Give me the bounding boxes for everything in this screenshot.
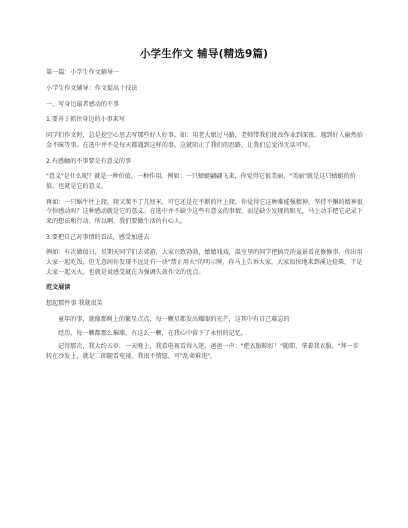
paragraph: "意义"是什么呢？就是一种价值，一种作用。例如：一只蜻蜓翩翩飞来，你觉得它很美丽，"美丽"就是这只蜻蜓的价值，也就是它的意义。: [46, 173, 356, 190]
paragraph: 再如：一只蜗牛往上爬，爬又爬不了几厘米，可它还是在不断的往上爬，你觉得它这种难能强精神。坚持不懈的精神很令你感动吗？这种感动就是它的意义。在选中并不缺少这些有意义的事情，而是缺少发现的眼光，马上动手把它记录下来的想法和行动。所以啊，我们要做生活的有心人。: [46, 198, 363, 225]
paragraph: 2.有感触的不事要是有意义的事: [46, 157, 132, 165]
paragraph: 小学生作文辅导：作文提高十技法: [46, 84, 138, 92]
paragraph: 一、写身边最者感动的不事: [46, 100, 120, 108]
paragraph: 童年的事，就像那树上的繁星点点，每一颗星都发出耀眼的光芒，这其中有自己难忘的: [58, 315, 290, 323]
paragraph: 3.要把自己对事情的看法，感受加进去: [46, 233, 150, 241]
paragraph: 记得那次，我大约五岁，一天晚上，我看电视看得入迷，爸爸一声："把衣服晾好！"随即，拿着我衣服，"拜一步转在沙发上，就是二郎腿看电视。我很不情愿，可"乱命难违"，: [46, 343, 359, 360]
document-title: 小学生作文 辅导(精选9篇): [139, 48, 269, 60]
paragraph: 1.要善于抓住身边的小事来写: [46, 116, 125, 124]
section-heading: 范文展读: [46, 284, 71, 292]
document-body: [46, 68, 364, 365]
paragraph: 经历，每一颗都那么璀璨。有这么一颗，在我心中留下了永恒的记忆。: [58, 329, 247, 337]
paragraph: 想起那件事 我就很笑: [46, 300, 103, 308]
paragraph: 同学们作文时，总是挖空心思去写那些好人好事，如：用老大娘过马路，老师带我们批改作业到深夜。遇到好人偷然拾金不昧等事。在选中并不是每天都遇到这样的事，这就阻止了我们的思路，让我们总觉得无话可写。: [46, 132, 363, 149]
paragraph: 例如：有次做值日，星期天同学们去郊游，大家兴致勃勃，嬉嬉戏戏，温室里的同学把搞完的盆景看花修修事，你出用大家一起吃饭，但无意间你发现不远处有一块"禁止用火"的明示牌，你马上告诉大家，大家很快地来到溪边捡柴，干是大家一起灭火。也就是说感受就在为强调失效作文的优点。: [46, 249, 363, 276]
paragraph: 第一篇：小学生作文辅导一: [46, 69, 120, 76]
